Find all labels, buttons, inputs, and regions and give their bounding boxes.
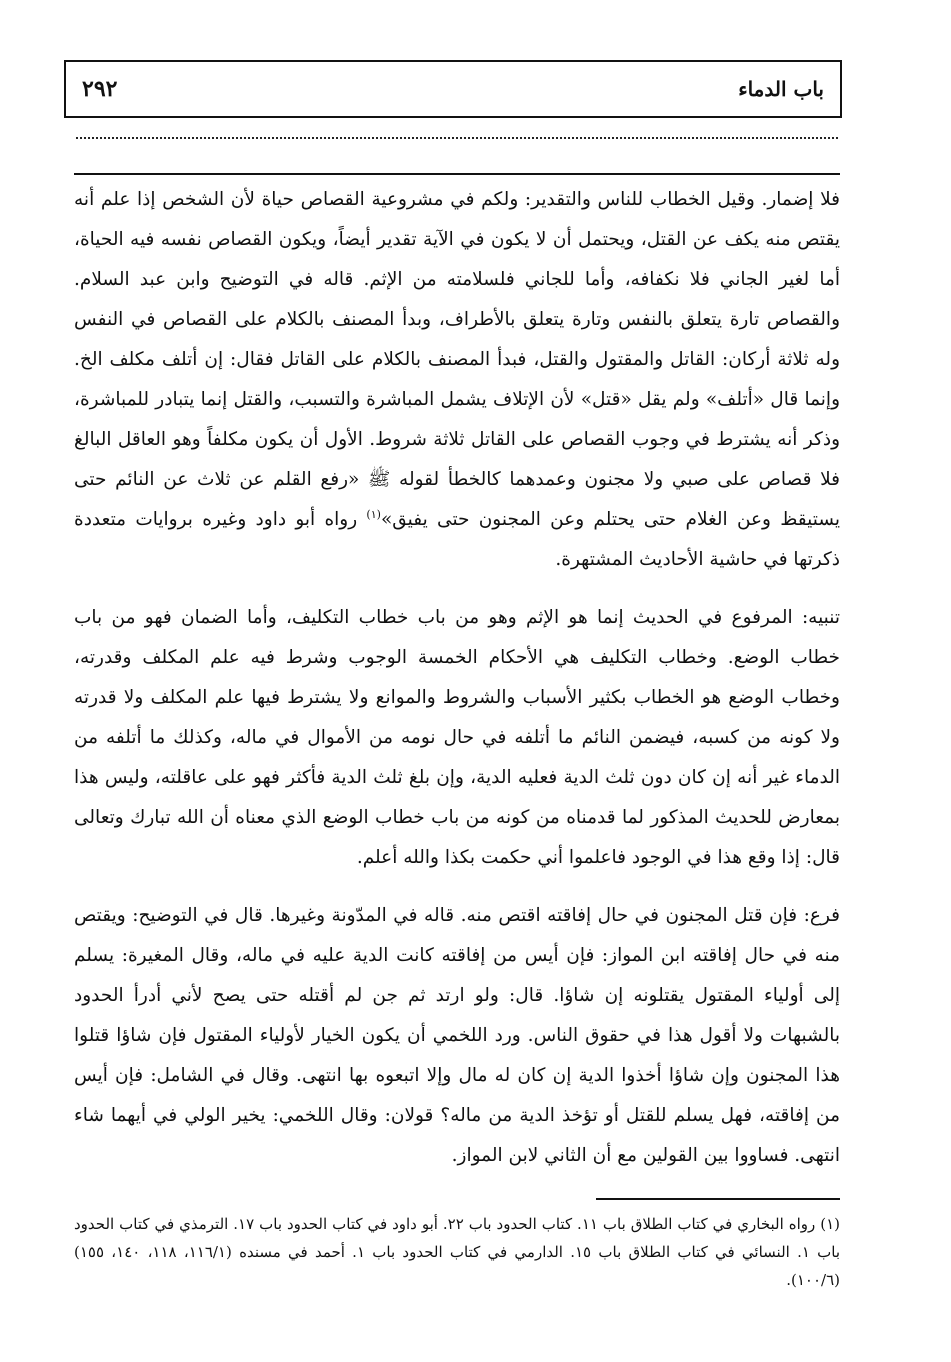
paragraph-2: تنبيه: المرفوع في الحديث إنما هو الإثم وهو من باب خطاب التكليف، وأما الضمان فهو من باب خطاب الوضع. وخطاب التكليف هي الأحكام الخمسة الوجوب وشرط فيه علم المكلف وقدرته، وخطاب الوضع هو الخطاب بكثير الأسباب والشروط والموانع ولا يشترط فيها علم المكلف ولا قدرته ولا كونه من كسبه، فيضمن النائم ما أتلفه في حال نومه من الأموال في ماله، وكذلك ما أتلفه من الدماء غير أنه إن كان دون ثلث الدية فعليه الدية، وإن بلغ ثلث الدية فأكثر فهو على عاقلته، وليس هذا بمعارض للحديث المذكور لما قدمناه من كونه من باب خطاب الوضع الذي معناه أن الله تبارك وتعالى قال: إذا وقع هذا في الوجود فاعلموا أني حكمت بكذا والله أعلم. — [74, 607, 840, 868]
chapter-title: باب الدماء — [738, 77, 824, 101]
footnote-divider — [596, 1198, 840, 1200]
footnotes — [74, 1210, 840, 1294]
paragraph-3: فرع: فإن قتل المجنون في حال إفاقته اقتص منه. قاله في المدّونة وغيرها. قال في التوضيح: ويقتص منه في حال إفاقته ابن المواز: فإن أيس من إفاقته كانت الدية عليه في ماله، وقال المغيرة: يسلم إلى أولياء المقتول يقتلونه إن شاؤا. قال: ولو ارتد ثم جن لم أقتله حتى يصح لأني أدرأ الحدود بالشبهات ولا أقول هذا في حقوق الناس. ورد اللخمي أن يكون الخيار لأولياء المقتول فإن شاؤا قتلوا هذا المجنون وإن شاؤا أخذوا الدية إن كان له مال وإلا اتبعوه بها انتهى. وقال في الشامل: فإن أيس من إفاقته، فهل يسلم للقتل أو تؤخذ الدية من ماله؟ قولان: وقال اللخمي: يخير الولي في أيهما شاء انتهى. فساووا بين القولين مع أن الثاني لابن المواز. — [74, 905, 840, 1166]
dotted-divider — [76, 137, 838, 139]
main-text — [74, 180, 840, 1194]
paragraph-1-continuation: رواه أبو داود وغيره بروايات متعددة ذكرتها في حاشية الأحاديث المشتهرة. — [74, 509, 840, 570]
page-number: ٢٩٢ — [82, 76, 118, 102]
footnote-1: (١) رواه البخاري في كتاب الطلاق باب ١١. كتاب الحدود باب ٢٢. أبو داود في كتاب الحدود باب ١٧. الترمذي في كتاب الحدود باب ١. النسائي في كتاب الطلاق باب ١٥. الدارمي في كتاب الحدود باب ١. أحمد في مسنده (١١٦/١، ١١٨، ١٤٠، ١٥٥) (١٠٠/٦). — [74, 1215, 841, 1289]
page-header — [64, 60, 842, 118]
paragraph-1 — [74, 180, 840, 580]
header-divider — [74, 173, 840, 175]
paragraph-1-text: فلا إضمار. وقيل الخطاب للناس والتقدير: ولكم في مشروعية القصاص حياة لأن الشخص إذا علم أنه يقتص منه يكف عن القتل، ويحتمل أن لا يكون في الآية تقدير أيضاً، ويكون القصاص نفسه فيه الحياة، أما لغير الجاني فلا نكفافه، وأما للجاني فلسلامته من الإثم. قاله في التوضيح وابن عبد السلام. والقصاص تارة يتعلق بالنفس وتارة يتعلق بالأطراف، وبدأ المصنف بالكلام على القصاص في النفس وله ثلاثة أركان: القاتل والمقتول والقتل، فبدأ المصنف بالكلام على القاتل فقال: إن أتلف مكلف الخ. وإنما قال «أتلف» ولم يقل «قتل» لأن الإتلاف يشمل المباشرة والتسبب، والقتل إنما يتبادر للمباشرة، وذكر أنه يشترط في وجوب القصاص على القاتل ثلاثة شروط. الأول أن يكون مكلفاً وهو العاقل البالغ فلا قصاص على صبي ولا مجنون وعمدهما كالخطأ لقوله ﷺ «رفع القلم عن ثلاث عن النائم حتى يستيقظ وعن الغلام حتى يحتلم وعن المجنون حتى يفيق» — [74, 189, 840, 530]
footnote-reference: (١) — [366, 507, 381, 521]
